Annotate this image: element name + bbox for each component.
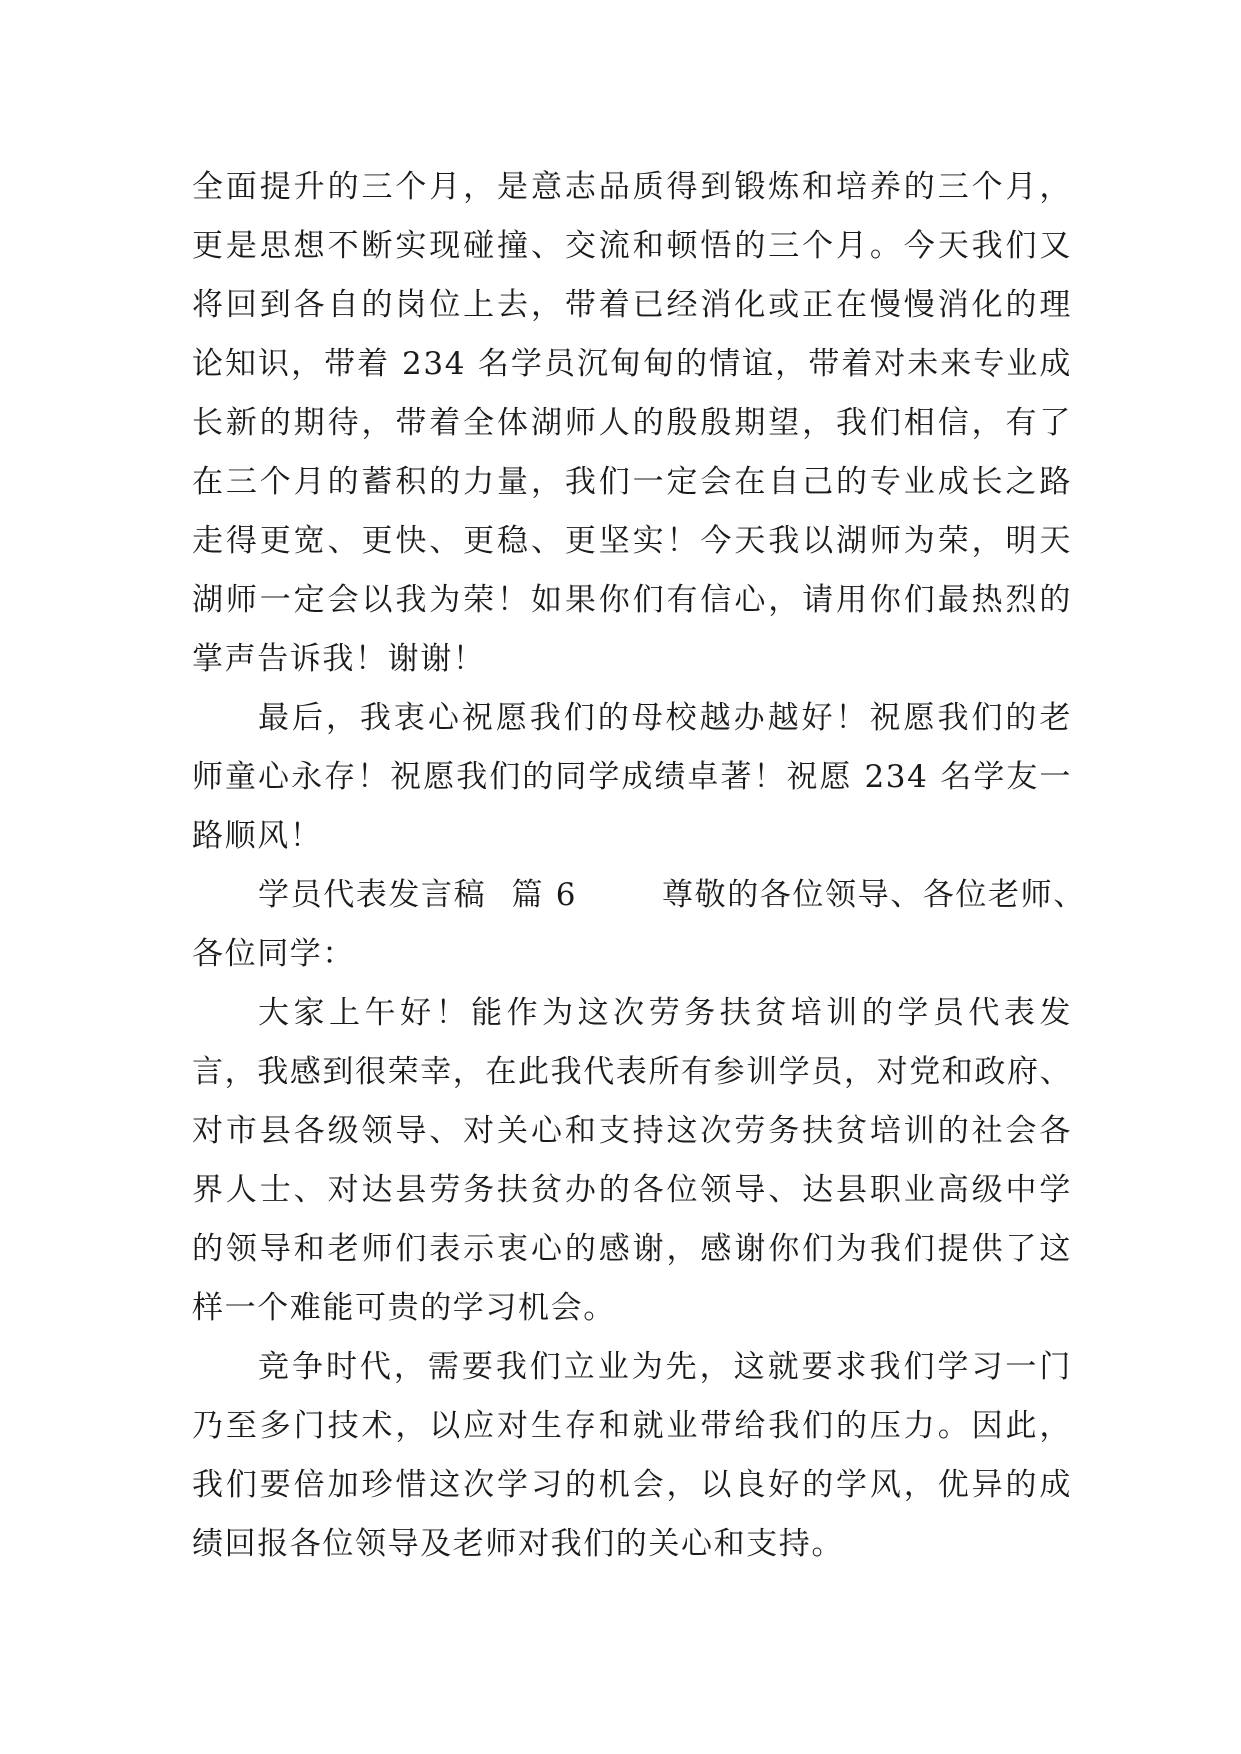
text-line: 乃至多门技术，以应对生存和就业带给我们的压力。因此， xyxy=(192,1408,1072,1444)
text-line: 全面提升的三个月，是意志品质得到锻炼和培养的三个月， xyxy=(192,169,1072,205)
text-line: 湖师一定会以我为荣！如果你们有信心，请用你们最热烈的 xyxy=(192,582,1072,618)
text-line: 掌声告诉我！谢谢！ xyxy=(192,641,486,677)
salutation: 尊敬的各位领导、各位老师、 xyxy=(662,877,1086,913)
text-line: 样一个难能可贵的学习机会。 xyxy=(192,1290,616,1326)
text-line: 更是思想不断实现碰撞、交流和顿悟的三个月。今天我们又 xyxy=(192,228,1072,264)
text-line: 将回到各自的岗位上去，带着已经消化或正在慢慢消化的理 xyxy=(192,287,1072,323)
text-line: 对市县各级领导、对关心和支持这次劳务扶贫培训的社会各 xyxy=(192,1113,1072,1149)
text-line: 各位同学： xyxy=(192,936,355,972)
text-line: 绩回报各位领导及老师对我们的关心和支持。 xyxy=(192,1526,844,1562)
text-line: 言，我感到很荣幸，在此我代表所有参训学员，对党和政府、 xyxy=(192,1054,1073,1090)
text-line: 竞争时代，需要我们立业为先，这就要求我们学习一门 xyxy=(258,1349,1072,1385)
section-heading-line xyxy=(192,866,1086,925)
section-title: 学员代表发言稿 xyxy=(258,877,487,913)
text-line: 的领导和老师们表示衷心的感谢，感谢你们为我们提供了这 xyxy=(192,1231,1072,1267)
text-line: 最后，我衷心祝愿我们的母校越办越好！祝愿我们的老 xyxy=(258,700,1072,736)
text-line: 走得更宽、更快、更稳、更坚实！今天我以湖师为荣，明天 xyxy=(192,523,1072,559)
text-line: 界人士、对达县劳务扶贫办的各位领导、达县职业高级中学 xyxy=(192,1172,1072,1208)
text-line: 大家上午好！能作为这次劳务扶贫培训的学员代表发 xyxy=(258,995,1072,1031)
text-line: 在三个月的蓄积的力量，我们一定会在自己的专业成长之路 xyxy=(192,464,1072,500)
text-line: 师童心永存！祝愿我们的同学成绩卓著！祝愿 234 名学友一 xyxy=(192,759,1072,795)
text-line: 我们要倍加珍惜这次学习的机会，以良好的学风，优异的成 xyxy=(192,1467,1072,1503)
document-body xyxy=(192,158,1086,1574)
text-line: 论知识，带着 234 名学员沉甸甸的情谊，带着对未来专业成 xyxy=(192,346,1072,382)
text-line: 长新的期待，带着全体湖师人的殷殷期望，我们相信，有了 xyxy=(192,405,1072,441)
text-line: 路顺风！ xyxy=(192,818,323,854)
section-number: 篇 6 xyxy=(511,877,578,913)
